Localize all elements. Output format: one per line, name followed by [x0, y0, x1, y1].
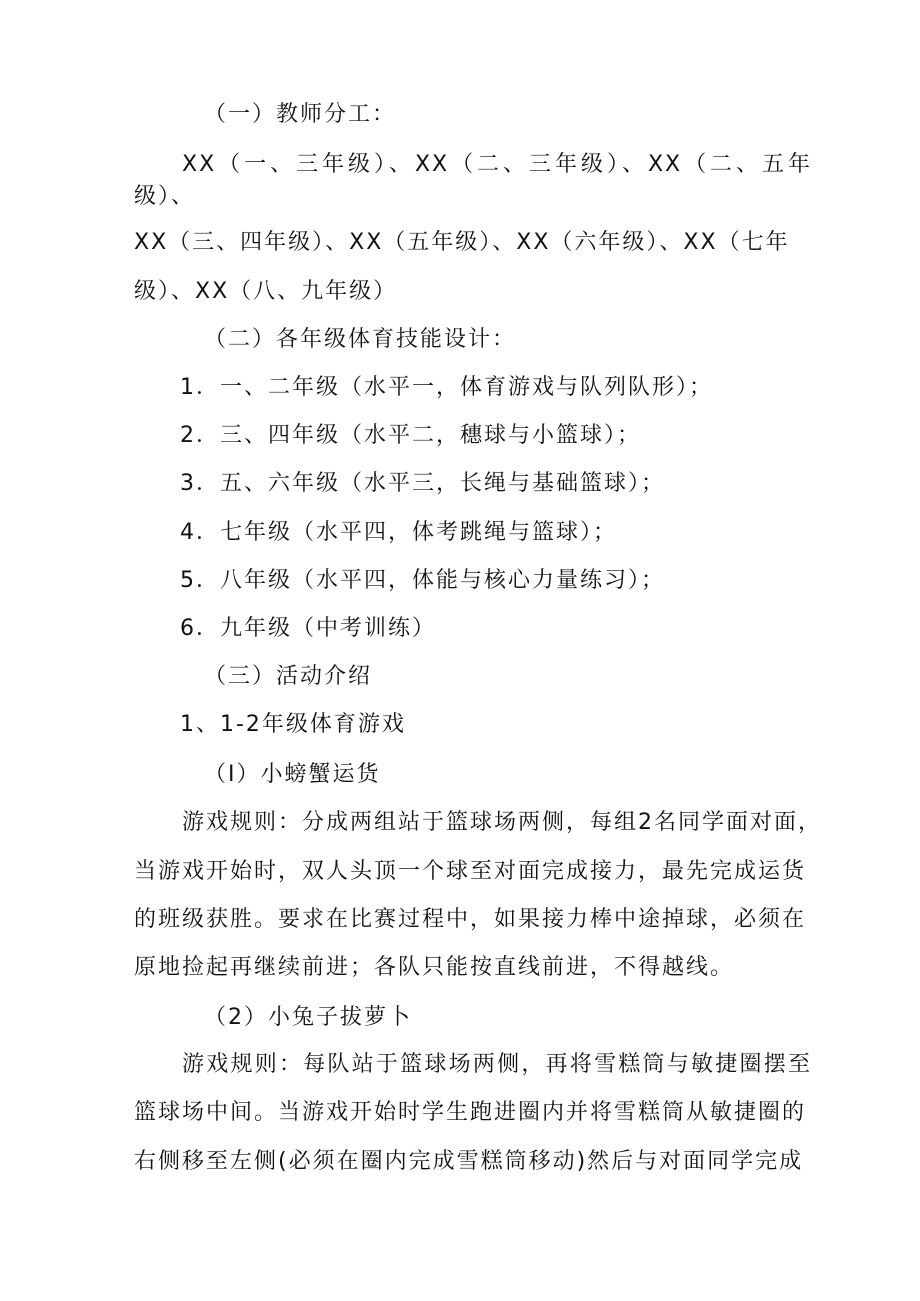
paragraph-line: 级）、XX（八、九年级）: [134, 279, 398, 304]
section-heading-activity-intro: （三）活动介绍: [204, 664, 373, 689]
paragraph-line: 篮球场中间。当游戏开始时学生跑进圈内并将雪糕筒从敏捷圈的: [134, 1100, 807, 1125]
list-item: 2．三、四年级（水平二，穗球与小篮球）；: [180, 423, 641, 448]
list-item: 3．五、六年级（水平三，长绳与基础篮球）；: [180, 471, 665, 496]
game-title: （2）小兔子拔萝卜: [204, 1005, 412, 1030]
paragraph-line: 游戏规则：分成两组站于篮球场两侧，每组2名同学面对面，: [182, 810, 822, 835]
section-heading-skill-design: （二）各年级体育技能设计：: [204, 327, 517, 352]
paragraph-line: 的班级获胜。要求在比赛过程中，如果接力棒中途掉球，必须在: [134, 907, 807, 932]
paragraph-line: 级）、: [134, 184, 196, 209]
list-item: 1．一、二年级（水平一，体育游戏与队列队形）；: [180, 375, 713, 400]
paragraph-line: 右侧移至左侧(必须在圈内完成雪糕筒移动)然后与对面同学完成: [134, 1149, 804, 1174]
list-item: 4．七年级（水平四，体考跳绳与篮球）；: [180, 520, 617, 545]
paragraph-line: 原地捡起再继续前进；各队只能按直线前进，不得越线。: [134, 955, 735, 980]
paragraph-line: 游戏规则：每队站于篮球场两侧，再将雪糕筒与敏捷圈摆至: [182, 1052, 812, 1077]
sub-heading: 1、1-2年级体育游戏: [180, 712, 406, 737]
paragraph-line: XX（一、三年级）、XX（二、三年级）、XX（二、五年: [182, 152, 812, 177]
section-heading-teacher-assignment: （一）教师分工：: [204, 102, 397, 127]
paragraph-line: 当游戏开始时，双人头顶一个球至对面完成接力，最先完成运货: [134, 859, 807, 884]
list-item: 5．八年级（水平四，体能与核心力量练习）；: [180, 568, 665, 593]
game-title: （I）小螃蟹运货: [204, 762, 381, 787]
paragraph-line: XX（三、四年级）、XX（五年级）、XX（六年级）、XX（七年: [134, 230, 790, 255]
list-item: 6．九年级（中考训练）: [180, 616, 436, 641]
